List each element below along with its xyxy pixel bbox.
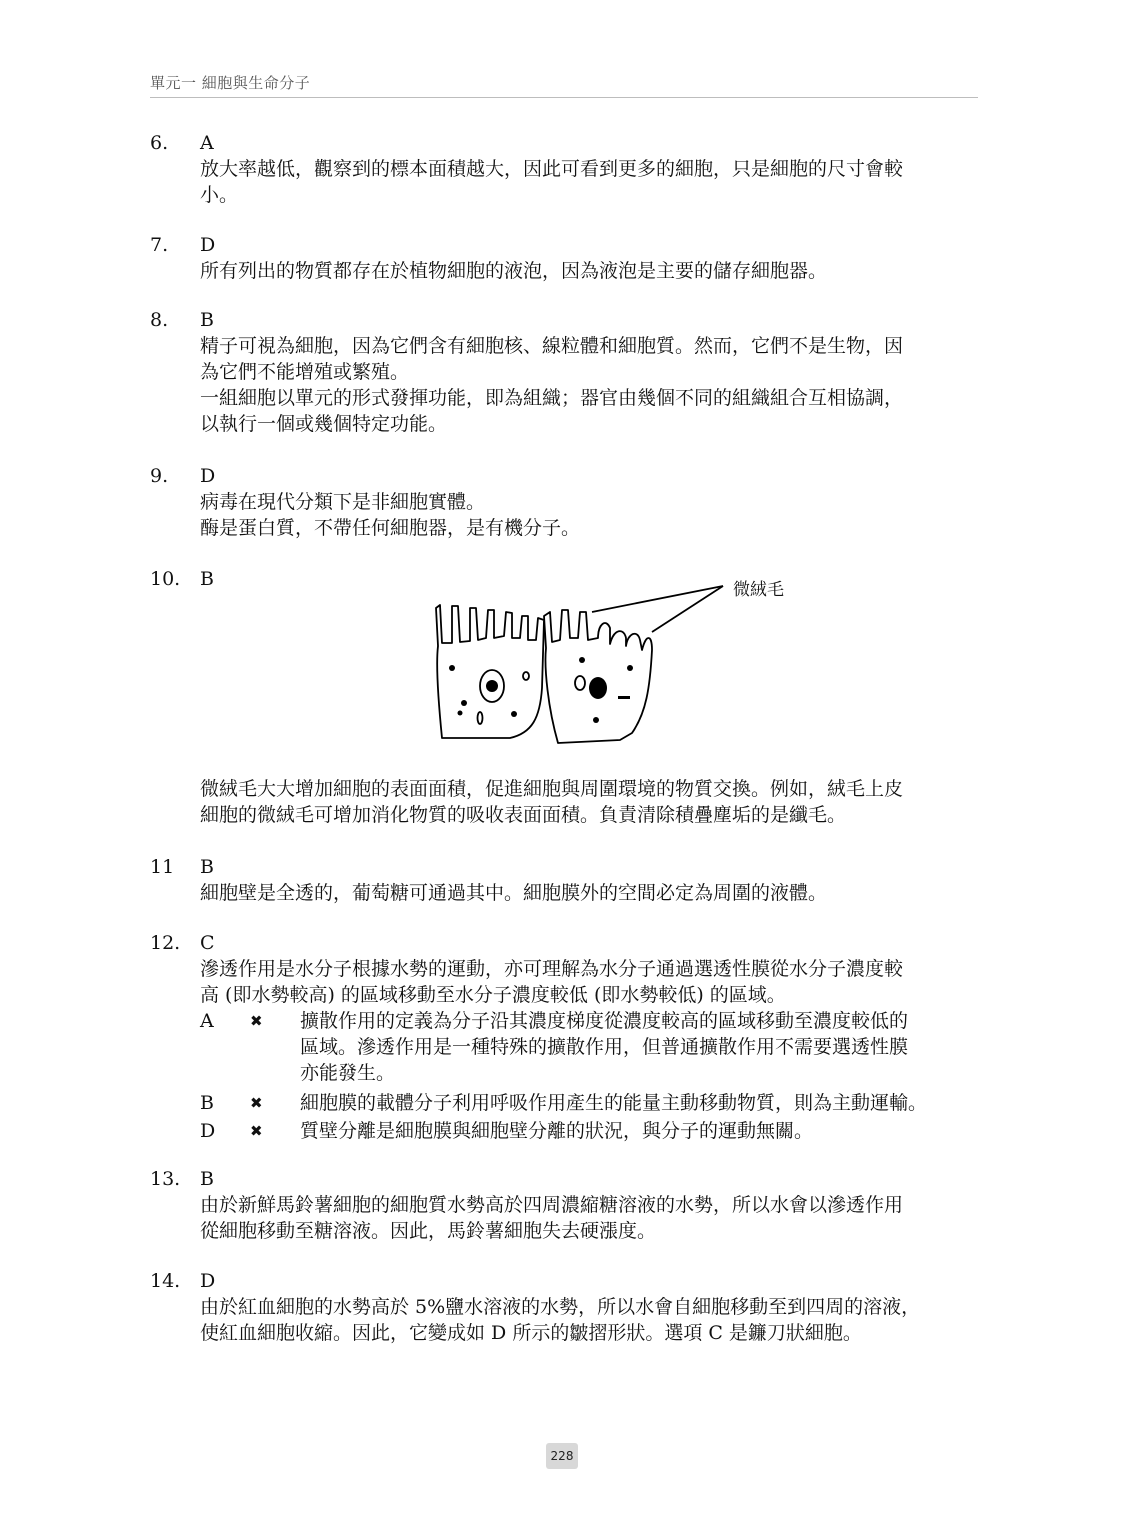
question-number: 7. (150, 234, 169, 256)
question-answer: A (200, 132, 214, 154)
vacuole (478, 712, 483, 724)
explanation (200, 258, 978, 284)
explanation-line: 使紅血細胞收縮。因此，它變成如 D 所示的皺摺形狀。選項 C 是鐮刀狀細胞。 (200, 1322, 862, 1344)
explanation (200, 776, 978, 828)
question-number: 10. (150, 568, 181, 590)
granule (579, 657, 585, 663)
explanation (200, 1192, 978, 1244)
option-letter: B (200, 1092, 214, 1114)
option-letter: D (200, 1120, 216, 1142)
question-answer: B (200, 1168, 214, 1190)
explanation-line: 微絨毛大大增加細胞的表面面積，促進細胞與周圍環境的物質交換。例如，絨毛上皮 (200, 778, 904, 800)
granule (627, 665, 633, 671)
explanation-line: 細胞的微絨毛可增加消化物質的吸收表面面積。負責清除積疊塵垢的是纖毛。 (200, 804, 847, 826)
nucleus-core (486, 680, 498, 692)
option-line: 擴散作用的定義為分子沿其濃度梯度從濃度較高的區域移動至濃度較低的 (300, 1010, 909, 1032)
option-line: 區域。滲透作用是一種特殊的擴散作用，但普通擴散作用不需要選透性膜 (300, 1036, 909, 1058)
granule (593, 717, 599, 723)
question-answer: B (200, 568, 214, 590)
microvilli-cells-figure (420, 568, 800, 748)
explanation-line: 為它們不能增殖或繁殖。 (200, 361, 410, 383)
explanation (200, 333, 978, 437)
option-text (300, 1118, 978, 1144)
cross-icon: ✖ (250, 1094, 263, 1112)
option-text (300, 1090, 978, 1116)
vacuole (523, 672, 529, 680)
explanation (200, 956, 978, 1008)
question-number: 8. (150, 309, 169, 331)
left-cell (436, 605, 544, 738)
question-answer: B (200, 856, 214, 878)
option-line: 質壁分離是細胞膜與細胞壁分離的狀況，與分子的運動無關。 (300, 1120, 814, 1142)
explanation-line: 從細胞移動至糖溶液。因此，馬鈴薯細胞失去硬漲度。 (200, 1220, 657, 1242)
explanation-line: 高 (即水勢較高) 的區域移動至水分子濃度較低 (即水勢較低) 的區域。 (200, 984, 786, 1006)
question-number: 11 (150, 856, 175, 878)
page-number: 228 (546, 1443, 578, 1469)
explanation-line: 細胞壁是全透的，葡萄糖可通過其中。細胞膜外的空間必定為周圍的液體。 (200, 882, 828, 904)
granule (449, 665, 455, 671)
question-answer: D (200, 234, 216, 256)
explanation (200, 489, 978, 541)
granule (511, 711, 517, 717)
question-answer: B (200, 309, 214, 331)
header-divider (150, 97, 978, 98)
granule (458, 711, 463, 716)
explanation-line: 以執行一個或幾個特定功能。 (200, 413, 448, 435)
option-text (300, 1008, 978, 1086)
option-letter: A (200, 1010, 214, 1032)
explanation-line: 精子可視為細胞，因為它們含有細胞核、線粒體和細胞質。然而，它們不是生物，因 (200, 335, 904, 357)
option-line: 細胞膜的載體分子利用呼吸作用產生的能量主動移動物質，則為主動運輸。 (300, 1092, 928, 1114)
running-header: 單元一 細胞與生命分子 (150, 74, 311, 92)
explanation-line: 酶是蛋白質，不帶任何細胞器，是有機分子。 (200, 517, 581, 539)
explanation-line: 一組細胞以單元的形式發揮功能，即為組織；器官由幾個不同的組織組合互相協調， (200, 387, 904, 409)
explanation-line: 由於新鮮馬鈴薯細胞的細胞質水勢高於四周濃縮糖溶液的水勢，所以水會以滲透作用 (200, 1194, 904, 1216)
cross-icon: ✖ (250, 1012, 263, 1030)
microvilli-label: 微絨毛 (733, 580, 784, 600)
question-number: 14. (150, 1270, 181, 1292)
question-answer: D (200, 465, 216, 487)
explanation (200, 1294, 978, 1346)
explanation-line: 所有列出的物質都存在於植物細胞的液泡，因為液泡是主要的儲存細胞器。 (200, 260, 828, 282)
vacuole (575, 676, 585, 690)
explanation (200, 156, 978, 208)
question-answer: D (200, 1270, 216, 1292)
explanation-line: 放大率越低，觀察到的標本面積越大，因此可看到更多的細胞，只是細胞的尺寸會較 (200, 158, 904, 180)
explanation (200, 880, 978, 906)
explanation-line: 病毒在現代分類下是非細胞實體。 (200, 491, 486, 513)
explanation-line: 由於紅血細胞的水勢高於 5%鹽水溶液的水勢，所以水會自細胞移動至到四周的溶液， (200, 1296, 921, 1318)
right-cell (544, 610, 652, 743)
cross-icon: ✖ (250, 1122, 263, 1140)
nucleus (589, 677, 607, 699)
question-number: 6. (150, 132, 169, 154)
organelle-bar (618, 696, 630, 699)
granule (461, 700, 467, 706)
option-line: 亦能發生。 (300, 1062, 396, 1084)
question-number: 12. (150, 932, 181, 954)
question-answer: C (200, 932, 215, 954)
explanation-line: 滲透作用是水分子根據水勢的運動，亦可理解為水分子通過選透性膜從水分子濃度較 (200, 958, 904, 980)
question-number: 9. (150, 465, 169, 487)
explanation-line: 小。 (200, 184, 239, 206)
question-number: 13. (150, 1168, 181, 1190)
